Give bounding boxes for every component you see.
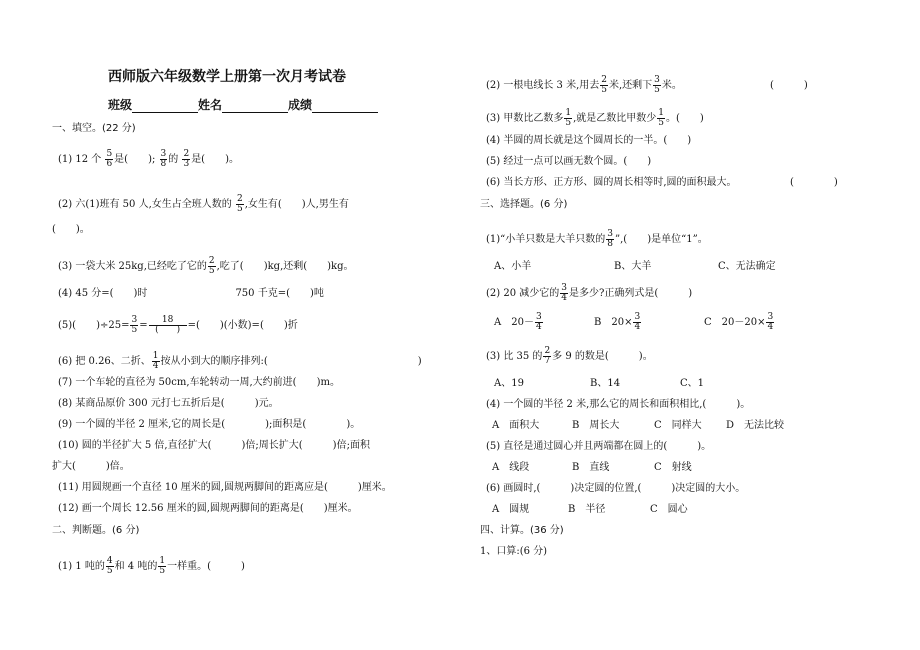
choice-q4: (4) 一个圆的半径 2 米,那么它的周长和面积相比,( )。: [486, 399, 751, 410]
section-calc-title: 四、计算。(36 分): [480, 525, 564, 536]
choice-q6-options: [492, 504, 688, 516]
option[interactable]: B 20× $\frac{3}{4}$: [594, 312, 641, 332]
exam-title: 西师版六年级数学上册第一次月考试卷: [108, 69, 346, 85]
fill-q8: (8) 某商品原价 300 元打七五折后是( )元。: [58, 398, 279, 409]
fraction: $\frac{2}{7}$: [544, 346, 551, 366]
option[interactable]: B、14: [590, 378, 621, 389]
fraction: $\frac{3}{5}$: [131, 315, 138, 335]
option[interactable]: C 圆心: [650, 504, 688, 515]
section-choice-title: 三、选择题。(6 分): [480, 199, 568, 210]
class-blank[interactable]: [132, 101, 198, 113]
option[interactable]: C、无法确定: [718, 261, 776, 272]
calc-sub1-title: 1、口算:(6 分): [480, 546, 548, 557]
option[interactable]: B 半径: [568, 504, 606, 515]
fill-q9: (9) 一个圆的半径 2 厘米,它的周长是( );面积是( )。: [58, 419, 361, 430]
choice-q3-options: [494, 378, 704, 390]
option[interactable]: D 无法比较: [726, 420, 785, 431]
choice-q5-options: [492, 462, 692, 474]
choice-q3: (3) 比 35 的 $\frac{2}{7}$ 多 9 的数是( )。: [486, 346, 653, 366]
fraction: $\frac{4}{5}$: [106, 556, 113, 576]
option[interactable]: C 20－20× $\frac{3}{4}$: [704, 312, 774, 332]
fill-q12: (12) 画一个周长 12.56 厘米的圆,圆规两脚间的距离是( )厘米。: [58, 503, 358, 514]
fill-q5: (5)( )÷25= $\frac{3}{5}$ = $\frac{18}{( )}$ =( )(小数)=( )折: [58, 315, 298, 335]
fill-q10-cont: 扩大( )倍。: [52, 461, 130, 472]
choice-q6: (6) 画圆时,( )决定圆的位置,( )决定圆的大小。: [486, 483, 746, 494]
section-fill-title: 一、填空。(22 分): [52, 123, 136, 134]
fraction: $\frac{1}{5}$: [658, 108, 664, 128]
name-blank[interactable]: [222, 101, 288, 113]
fraction: $\frac{2}{5}$: [601, 75, 607, 95]
fraction: $\frac{3}{4}$: [561, 283, 567, 303]
fraction: $\frac{3}{5}$: [654, 75, 660, 95]
fraction: $\frac{2}{5}$: [208, 256, 215, 276]
choice-q5: (5) 直径是通过圆心并且两端都在圆上的( )。: [486, 441, 712, 452]
option[interactable]: A 20－ $\frac{3}{4}$: [494, 312, 542, 332]
fill-q2-cont: ( )。: [52, 224, 90, 235]
judge-q2: (2) 一根电线长 3 米,用去 $\frac{2}{5}$ 米,还剩下 $\frac{3}{5}$ 米。: [486, 75, 682, 95]
option[interactable]: B 直线: [572, 462, 610, 473]
choice-q1-options: [494, 261, 776, 273]
fraction: $\frac{3}{4}$: [634, 312, 641, 332]
option[interactable]: A、19: [494, 378, 524, 389]
option[interactable]: A 线段: [492, 462, 530, 473]
judge-q1: (1) 1 吨的 $\frac{4}{5}$ 和 4 吨的 $\frac{1}{5}$ 一样重。( ): [58, 556, 245, 576]
option[interactable]: A、小羊: [494, 261, 532, 272]
fraction: $\frac{2}{5}$: [236, 194, 243, 214]
section-judge-title: 二、判断题。(6 分): [52, 525, 140, 536]
fill-q11: (11) 用圆规画一个直径 10 厘米的圆,圆规两脚间的距离应是( )厘米。: [58, 482, 392, 493]
class-label: 班级: [108, 98, 133, 112]
judge-q5: (5) 经过一点可以画无数个圆。( ): [486, 156, 652, 167]
fill-q2: (2) 六(1)班有 50 人,女生占全班人数的 $\frac{2}{5}$ ,女生有( )人,男生有: [58, 194, 349, 214]
option[interactable]: C 同样大: [654, 420, 702, 431]
fraction: $\frac{1}{5}$: [565, 108, 572, 128]
judge-q3: (3) 甲数比乙数多 $\frac{1}{5}$ ,就是乙数比甲数少 $\frac{1}{5}$ 。( ): [486, 108, 704, 128]
fraction: $\frac{2}{3}$: [183, 149, 190, 169]
choice-q4-options: [492, 420, 784, 432]
judge-q4: (4) 半圆的周长就是这个圆周长的一半。( ): [486, 135, 692, 146]
fraction: $\frac{1}{5}$: [159, 556, 166, 576]
name-label: 姓名: [198, 98, 223, 112]
option[interactable]: A 面积大: [492, 420, 540, 431]
fraction: $\frac{1}{4}$: [152, 351, 159, 371]
choice-q2-options: [494, 313, 775, 332]
option[interactable]: C、1: [680, 378, 705, 389]
fill-q7: (7) 一个车轮的直径为 50cm,车轮转动一周,大约前进( )m。: [58, 377, 340, 388]
fraction: $\frac{3}{8}$: [160, 149, 167, 169]
option[interactable]: C 射线: [654, 462, 692, 473]
fill-q4: (4) 45 分=( )时 750 千克=( )吨: [58, 288, 324, 299]
option[interactable]: B、大羊: [614, 261, 652, 272]
judge-q2-blank[interactable]: ( ): [770, 80, 808, 91]
score-label: 成绩: [288, 98, 313, 112]
judge-q6: (6) 当长方形、正方形、圆的周长相等时,圆的面积最大。: [486, 177, 737, 188]
fraction: $\frac{3}{4}$: [535, 312, 542, 332]
choice-q1: (1)“小羊只数是大羊只数的 $\frac{3}{8}$ ”,( )是单位“1”。: [486, 229, 708, 249]
fill-q6: (6) 把 0.26、二折、 $\frac{1}{4}$ 按从小到大的顺序排列:( ): [58, 351, 422, 371]
choice-q2: (2) 20 减少它的 $\frac{3}{4}$ 是多少?正确列式是( ): [486, 283, 693, 303]
fraction: $\frac{3}{8}$: [607, 229, 614, 249]
judge-q6-blank[interactable]: ( ): [790, 177, 838, 188]
fraction: $\frac{5}{6}$: [106, 149, 113, 169]
fill-q3: (3) 一袋大米 25kg,已经吃了它的 $\frac{2}{5}$ ,吃了( )kg,还剩( )kg。: [58, 256, 354, 276]
option[interactable]: B 周长大: [572, 420, 620, 431]
score-blank[interactable]: [312, 101, 378, 113]
option[interactable]: A 圆规: [492, 504, 530, 515]
fraction: $\frac{3}{4}$: [767, 312, 774, 332]
student-info-line: [108, 96, 378, 113]
fraction: $\frac{18}{( )}$: [149, 316, 187, 335]
fill-q1: (1) 12 个 $\frac{5}{6}$ 是( ); $\frac{3}{8}$ 的 $\frac{2}{3}$ 是( )。: [58, 149, 239, 169]
fill-q10: (10) 圆的半径扩大 5 倍,直径扩大( )倍;周长扩大( )倍;面积: [58, 440, 370, 451]
